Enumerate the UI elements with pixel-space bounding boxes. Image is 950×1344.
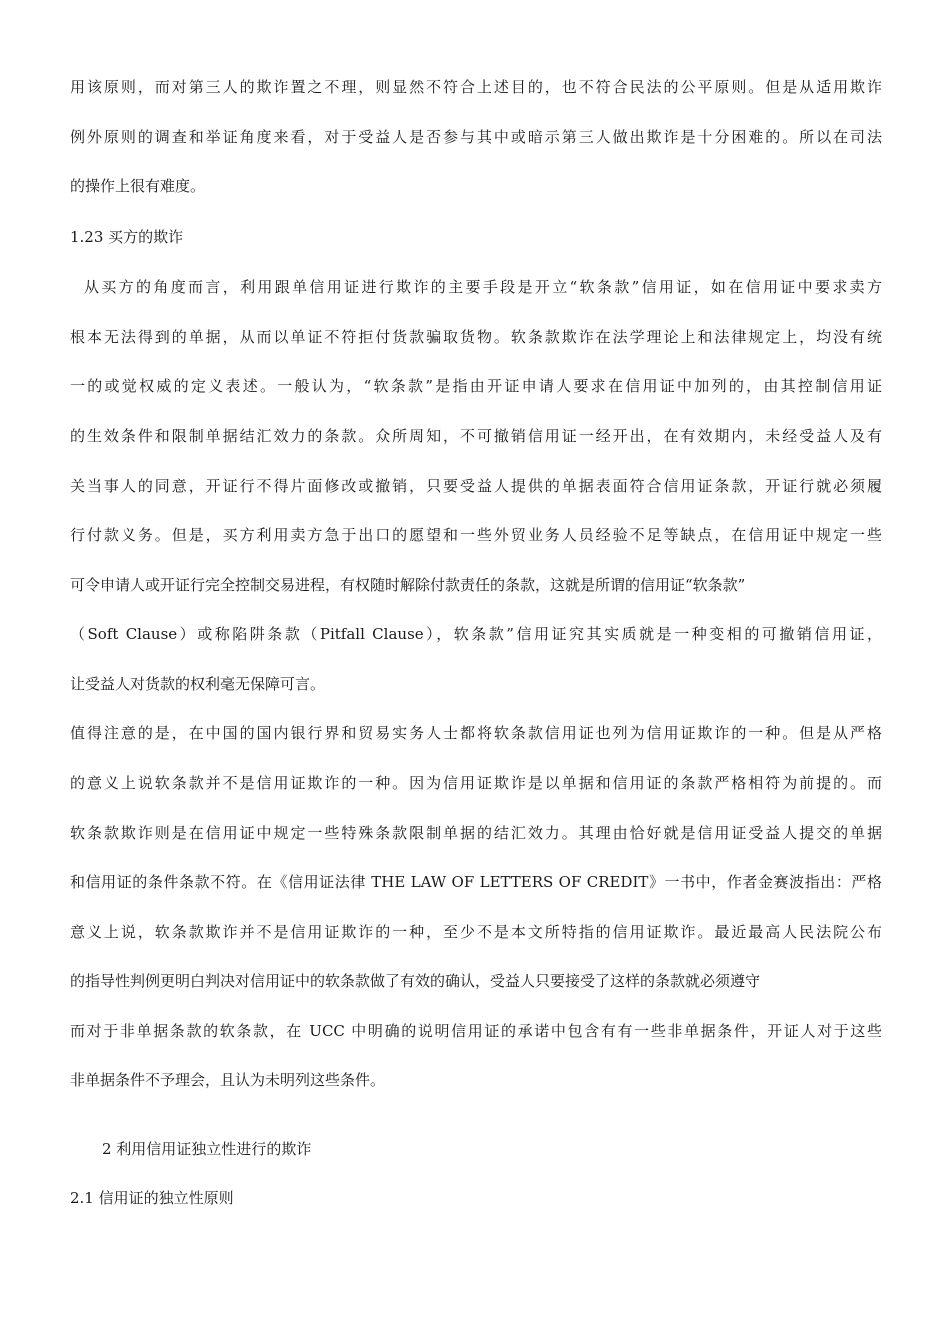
paragraph-line: 值得注意的是，在中国的国内银行界和贸易实务人士都将软条款信用证也列为信用证欺诈的一种。但是从严格 <box>70 724 882 742</box>
section-heading-2-1: 2.1 信用证的独立性原则 <box>70 1189 234 1207</box>
paragraph-line: 的指导性判例更明白判决对信用证中的软条款做了有效的确认，受益人只要接受了这样的条款就必须遵守 <box>70 972 761 990</box>
paragraph-line: 让受益人对货款的权利毫无保障可言。 <box>70 675 326 693</box>
paragraph-line: 行付款义务。但是，买方利用卖方急于出口的愿望和一些外贸业务人员经验不足等缺点，在信用证中规定一些 <box>70 526 882 544</box>
paragraph-line: 可令申请人或开证行完全控制交易进程，有权随时解除付款责任的条款，这就是所谓的信用证“软条款” <box>70 576 746 594</box>
paragraph-line: 的操作上很有难度。 <box>70 177 206 195</box>
paragraph-line: 根本无法得到的单据，从而以单证不符拒付货款骗取货物。软条款欺诈在法学理论上和法律规定上，均没有统 <box>70 328 882 346</box>
section-heading-2: 2 利用信用证独立性进行的欺诈 <box>102 1140 312 1158</box>
paragraph-line: 和信用证的条件条款不符。在《信用证法律 THE LAW OF LETTERS OF CREDIT》一书中，作者金赛波指出：严格 <box>70 873 882 891</box>
paragraph-line: （Soft Clause）或称陷阱条款（Pitfall Clause），软条款”信用证究其实质就是一种变相的可撤销信用证， <box>70 625 882 643</box>
paragraph-line: 软条款欺诈则是在信用证中规定一些特殊条款限制单据的结汇效力。其理由恰好就是信用证受益人提交的单据 <box>70 824 882 842</box>
paragraph-line: 的意义上说软条款并不是信用证欺诈的一种。因为信用证欺诈是以单据和信用证的条款严格相符为前提的。而 <box>70 774 882 792</box>
section-heading-1-23: 1.23 买方的欺诈 <box>70 228 184 246</box>
paragraph-line: 例外原则的调查和举证角度来看，对于受益人是否参与其中或暗示第三人做出欺诈是十分困难的。所以在司法 <box>70 128 882 146</box>
paragraph-line: 意义上说，软条款欺诈并不是信用证欺诈的一种，至少不是本文所特指的信用证欺诈。最近最高人民法院公布 <box>70 923 882 941</box>
paragraph-line: 关当事人的同意，开证行不得片面修改或撤销，只要受益人提供的单据表面符合信用证条款，开证行就必须履 <box>70 477 882 495</box>
paragraph-line: 一的或觉权威的定义表述。一般认为，“软条款”是指由开证申请人要求在信用证中加列的，由其控制信用证 <box>70 377 882 395</box>
paragraph-line: 用该原则，而对第三人的欺诈置之不理，则显然不符合上述目的，也不符合民法的公平原则。但是从适用欺诈 <box>70 78 882 96</box>
paragraph-line: 非单据条件不予理会，且认为未明列这些条件。 <box>70 1071 386 1089</box>
paragraph-line: 的生效条件和限制单据结汇效力的条款。众所周知，不可撤销信用证一经开出，在有效期内，未经受益人及有 <box>70 427 882 445</box>
paragraph-line: 从买方的角度而言，利用跟单信用证进行欺诈的主要手段是开立“软条款”信用证，如在信用证中要求卖方 <box>84 278 882 296</box>
paragraph-line: 而对于非单据条款的软条款，在 UCC 中明确的说明信用证的承诺中包含有有一些非单据条件，开证人对于这些 <box>70 1022 882 1040</box>
